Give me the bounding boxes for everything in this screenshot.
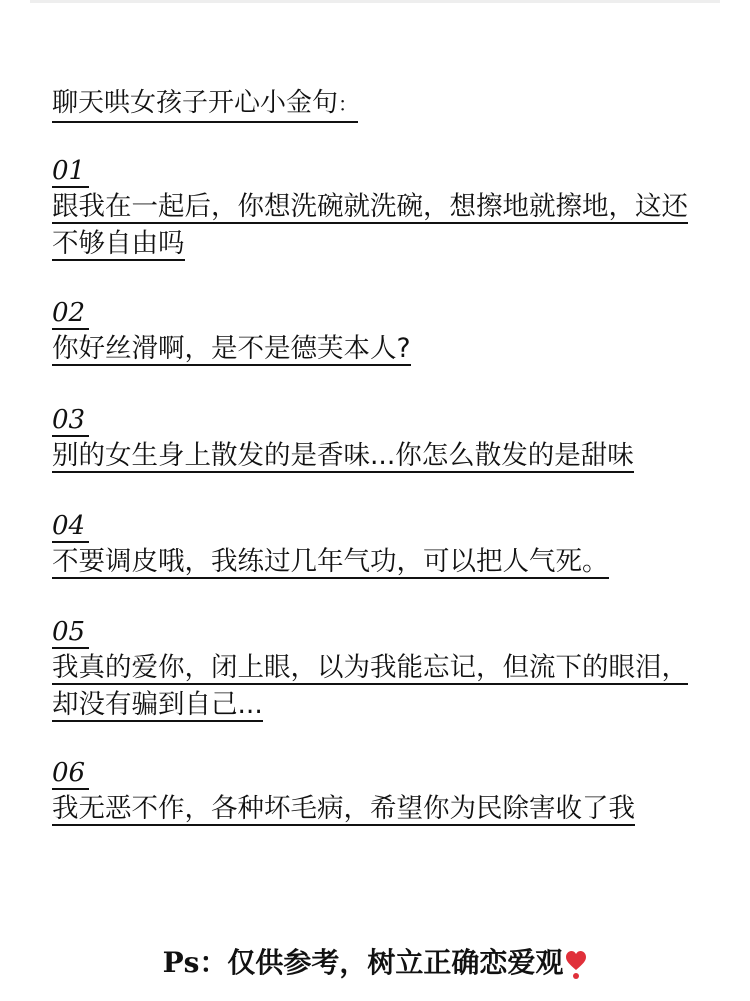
item-text-line: 我无恶不作，各种坏毛病，希望你为民除害收了我 xyxy=(52,793,635,824)
item-text xyxy=(52,649,704,723)
list-item xyxy=(52,617,704,723)
item-text-line: 别的女生身上散发的是香味...你怎么散发的是甜味 xyxy=(52,440,634,471)
item-text xyxy=(52,543,704,580)
item-number: 06 xyxy=(52,758,89,790)
list-item xyxy=(52,405,704,474)
item-number: 03 xyxy=(52,405,89,437)
item-number: 01 xyxy=(52,156,89,188)
page-title xyxy=(52,86,358,123)
title-text: 聊天哄女孩子开心小金句 xyxy=(52,88,339,118)
list-item xyxy=(52,511,704,580)
item-number: 04 xyxy=(52,511,89,543)
ps-text: Ps：仅供参考，树立正确恋爱观 xyxy=(162,946,564,979)
item-text xyxy=(52,188,704,262)
item-text xyxy=(52,790,704,827)
item-number: 02 xyxy=(52,298,89,330)
item-text-line: 跟我在一起后，你想洗碗就洗碗，想擦地就擦地，这还不够自由吗 xyxy=(52,191,688,259)
top-divider xyxy=(30,0,720,3)
item-text-line: 你好丝滑啊，是不是德芙本人? xyxy=(52,333,411,364)
title-colon: ： xyxy=(338,92,359,116)
list-item xyxy=(52,156,704,262)
ps-note xyxy=(0,944,750,982)
heart-exclamation-icon xyxy=(565,950,587,980)
item-text xyxy=(52,330,704,367)
item-number: 05 xyxy=(52,617,89,649)
item-text-line: 不要调皮哦，我练过几年气功，可以把人气死。 xyxy=(52,546,609,577)
list-item xyxy=(52,298,704,367)
item-text xyxy=(52,437,704,474)
list-item xyxy=(52,758,704,827)
item-text-line: 我真的爱你，闭上眼，以为我能忘记，但流下的眼泪，却没有骗到自己... xyxy=(52,652,688,720)
